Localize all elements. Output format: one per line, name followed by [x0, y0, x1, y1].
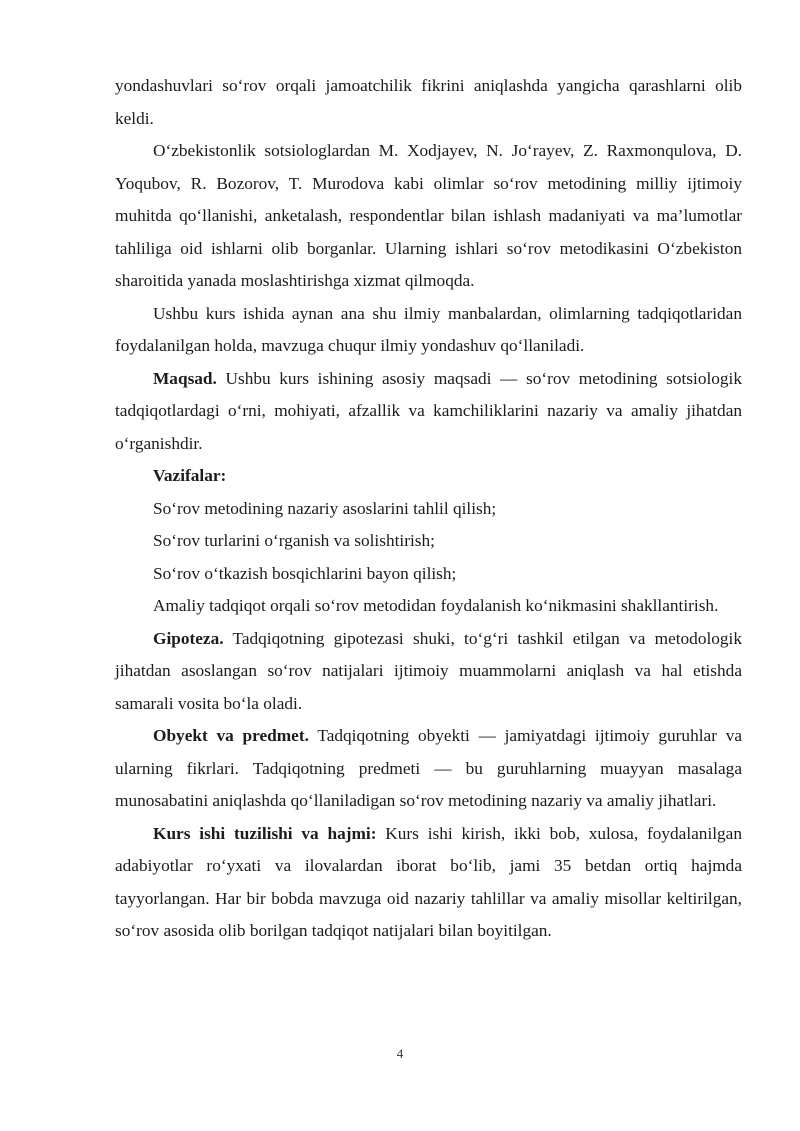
vazifalar-label: Vazifalar:: [153, 466, 227, 485]
paragraph-obyekt-predmet: [115, 720, 742, 818]
task-item-1: So‘rov metodining nazariy asoslarini tahlil qilish;: [153, 498, 497, 518]
tuzilishi-text: Kurs ishi kirish, ikki bob, xulosa, foydalanilgan adabiyotlar ro‘yxati va ilovalardan iborat bo‘lib, jami 35 betdan ortiq hajmda tayyorlangan. Har bir bobda mavzuga oid nazariy tahlillar va amaliy misollar keltirilgan, so‘rov asosida olib borilgan tadqiqot natijalari bilan boyitilgan.: [115, 823, 742, 940]
obyekt-text: Tadqiqotning obyekti — jamiyatdagi ijtimoiy guruhlar va ularning fikrlari. Tadqiqotning predmeti — bu guruhlarning muayyan masalaga munosabatini aniqlashda qo‘llaniladigan so‘rov metodining nazariy va amaliy jihatlari.: [115, 726, 743, 810]
gipoteza-text: Tadqiqotning gipotezasi shuki, to‘g‘ri tashkil etilgan va metodologik jihatdan asoslangan so‘rov natijalari ijtimoiy muammolarni aniqlash va hal etishda samarali vosita bo‘la oladi.: [115, 628, 742, 713]
paragraph-vazifalar-heading: [115, 460, 742, 493]
paragraph-maqsad: [115, 363, 742, 461]
paragraph-uzbek-sociologists: O‘zbekistonlik sotsiologlardan M. Xodjayev, N. Jo‘rayev, Z. Raxmonqulova, D. Yoqubov, R. Bozorov, T. Murodova kabi olimlar so‘rov metodining milliy ijtimoiy muhitda qo‘llanishi, anketalash, respondentlar bilan ishlash madaniyati va ma’lumotlar tahliliga oid ishlarni olib borganlar. Ularning ishlari so‘rov metodikasini O‘zbekiston sharoitida yanada moslashtirishga xizmat qilmoqda.: [115, 141, 742, 290]
task-item-2: So‘rov turlarini o‘rganish va solishtirish;: [153, 531, 435, 550]
obyekt-label: Obyekt va predmet.: [153, 726, 309, 745]
tuzilishi-label: Kurs ishi tuzilishi va hajmi:: [153, 823, 377, 843]
paragraph-sources: Ushbu kurs ishida aynan ana shu ilmiy manbalardan, olimlarning tadqiqotlaridan foydalanilgan holda, mavzuga chuqur ilmiy yondashuv qo‘llaniladi.: [115, 303, 742, 355]
gipoteza-label: Gipoteza.: [153, 628, 224, 648]
page-body: [115, 70, 742, 948]
maqsad-text: Ushbu kurs ishining asosiy maqsadi — so‘rov metodining sotsiologik tadqiqotlardagi o‘rni, mohiyati, afzallik va kamchiliklarini nazariy va amaliy jihatdan o‘rganishdir.: [115, 368, 742, 453]
task-item-3: So‘rov o‘tkazish bosqichlarini bayon qilish;: [153, 563, 457, 583]
paragraph-tuzilishi-hajmi: [115, 818, 742, 948]
task-item-4: Amaliy tadqiqot orqali so‘rov metodidan foydalanish ko‘nikmasini shakllantirish.: [153, 596, 719, 615]
maqsad-label: Maqsad.: [153, 368, 217, 388]
page-number: 4: [396, 1046, 404, 1061]
paragraph-gipoteza: [115, 623, 742, 721]
paragraph-intro-continuation: yondashuvlari so‘rov orqali jamoatchilik fikrini aniqlashda yangicha qarashlarni olib keldi.: [115, 76, 742, 128]
